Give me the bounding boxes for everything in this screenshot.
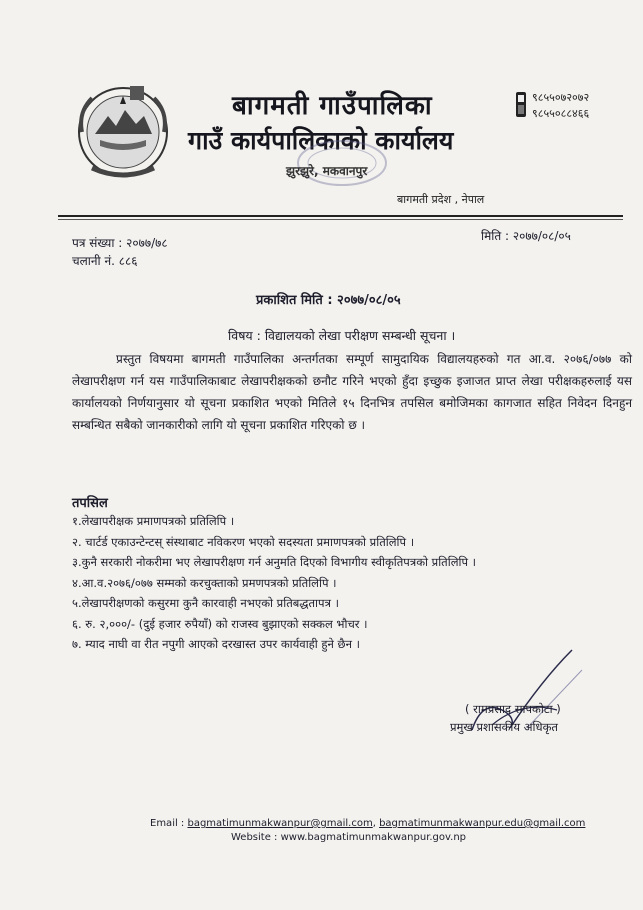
email-separator: , <box>372 818 380 829</box>
published-date: प्रकाशित मिति : २०७७/०८/०५ <box>256 293 401 308</box>
office-title-line1: बागमती गाउँपालिका <box>232 91 433 121</box>
signatory-title: प्रमुख प्रशासकीय अधिकृत <box>450 720 558 734</box>
tapsil-list <box>72 511 476 655</box>
list-item: ५.लेखापरीक्षणको कसुरमा कुनै कारवाही नभएको प्रतिबद्धतापत्र । <box>72 596 339 610</box>
letter-reference <box>72 234 168 270</box>
letter-date: मिति : २०७७/०८/०५ <box>481 229 571 243</box>
signatory-name: ( रामप्रसाद सापकोटा ) <box>465 702 561 716</box>
email-link-edu[interactable]: bagmatimunmakwanpur.edu@gmail.com <box>379 818 586 829</box>
phone-icon <box>515 91 527 118</box>
header-divider <box>58 215 623 217</box>
list-item: १.लेखापरीक्षक प्रमाणपत्रको प्रतिलिपि । <box>72 514 235 528</box>
list-item: ६. रु. २,०००/- (दुई हजार रुपैयाँ) को राजस्व बुझाएको सक्कल भौचर । <box>72 616 368 631</box>
website-label: Website : <box>231 832 281 843</box>
tapsil-heading: तपसिल <box>72 496 108 511</box>
office-address: झुरझुरे, मकवानपुर <box>286 164 368 178</box>
ref-number: पत्र संख्या : २०७७/७८ <box>72 236 168 250</box>
email-label: Email : <box>150 818 188 829</box>
list-item: ७. म्याद नाघी वा रीत नपुगी आएको दरखास्त उपर कार्यवाही हुने छैन । <box>72 637 361 651</box>
website-link[interactable]: www.bagmatimunmakwanpur.gov.np <box>280 832 467 843</box>
header-divider-thin <box>58 219 623 220</box>
phone-number: ९८५५०७२०७२ <box>532 91 590 104</box>
office-title-line2: गाउँ कार्यपालिकाको कार्यालय <box>188 126 454 155</box>
letter-body <box>72 348 632 436</box>
letter-subject: विषय : विद्यालयको लेखा परीक्षण सम्बन्धी सूचना । <box>228 328 456 343</box>
province-label: बागमती प्रदेश , नेपाल <box>397 193 485 206</box>
body-paragraph: प्रस्तुत विषयमा बागमती गाउँपालिका अन्तर्गतका सम्पूर्ण सामुदायिक विद्यालयहरुको गत आ.व. २०७६/०७७ को लेखापरीक्षण गर्न यस गाउँपालिकाबाट लेखापरीक्षकको छनौट गरिने भएको हुँदा इच्छुक इजाजत प्राप्त लेखा परीक्षकहरुलाई यस कार्यालयको निर्णयानुसार यो सूचना प्रकाशित भएको मितिले १५ दिनभित्र तपसिल बमोजिमका कागजात सहित निवेदन दिनहुन सम्बन्धित सबैको जानकारीको लागि यो सूचना प्रकाशित गरिएको छ । <box>72 352 632 432</box>
list-item: ४.आ.व.२०७६/०७७ सम्मको करचुक्ताको प्रमणपत्रको प्रतिलिपि । <box>72 575 337 590</box>
list-item: ३.कुनै सरकारी नोकरीमा भए लेखापरीक्षण गर्न अनुमति दिएको विभागीय स्वीकृतिपत्रको प्रतिलिपि । <box>72 555 477 569</box>
dispatch-number: चलानी नं. ८८६ <box>72 254 138 268</box>
phone-numbers <box>532 90 589 122</box>
email-link[interactable]: bagmatimunmakwanpur@gmail.com <box>187 818 373 829</box>
footer-email <box>150 818 585 829</box>
list-item: २. चार्टर्ड एकाउन्टेन्टस् संस्थाबाट नविकरण भएको सदस्यता प्रमाणपत्रको प्रतिलिपि । <box>72 534 415 549</box>
footer-website <box>231 832 466 843</box>
nepal-emblem-icon <box>70 82 176 182</box>
phone-number: ९८५५०८८४६६ <box>532 107 590 120</box>
